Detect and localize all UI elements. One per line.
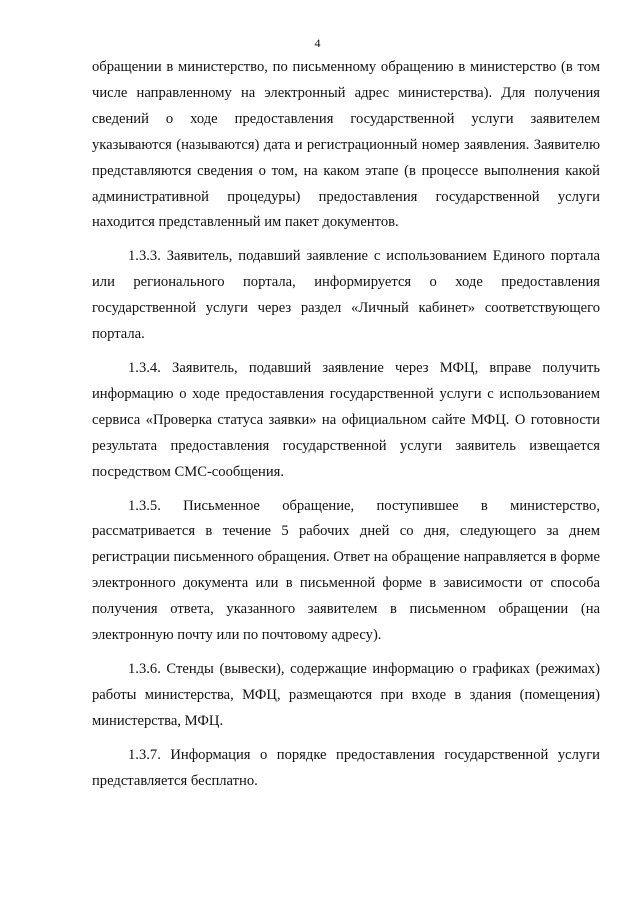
paragraph-1-3-4: 1.3.4. Заявитель, подавший заявление через МФЦ, вправе получить информацию о ходе предоставления государственной услуги с использованием сервиса «Проверка статуса заявки» на официальном сайте МФЦ. О готовности результата предоставления государственной услуги заявитель извещается посредством СМС-сообщения. xyxy=(92,359,600,480)
paragraph-1-3-3: 1.3.3. Заявитель, подавший заявление с использованием Единого портала или регионального портала, информируется о ходе предоставления государственной услуги через раздел «Личный кабинет» соответствующего портала. xyxy=(92,248,600,343)
paragraph-1-3-7: 1.3.7. Информация о порядке предоставления государственной услуги представляется бесплатно. xyxy=(92,746,600,789)
paragraph-continuation: обращении в министерство, по письменному обращению в министерство (в том числе направленному на электронный адрес министерства). Для получения сведений о ходе предоставления государственной услуги заявителем указываются (называются) дата и регистрационный номер заявления. Заявителю представляются сведения о том, на каком этапе (в процессе выполнения какой административной процедуры) предоставления государственной услуги находится представленный им пакет документов. xyxy=(92,59,600,231)
document-body xyxy=(92,55,600,802)
page-number: 4 xyxy=(314,36,321,50)
paragraph-1-3-6: 1.3.6. Стенды (вывески), содержащие информацию о графиках (режимах) работы министерства, МФЦ, размещаются при входе в здания (помещения) министерства, МФЦ. xyxy=(92,660,600,729)
paragraph-1-3-5: 1.3.5. Письменное обращение, поступившее в министерство, рассматривается в течение 5 рабочих дней со дня, следующего за днем регистрации письменного обращения. Ответ на обращение направляется в форме электронного документа или в письменной форме в зависимости от способа получения ответа, указанного заявителем в письменном обращении (на электронную почту или по почтовому адресу). xyxy=(92,497,600,644)
